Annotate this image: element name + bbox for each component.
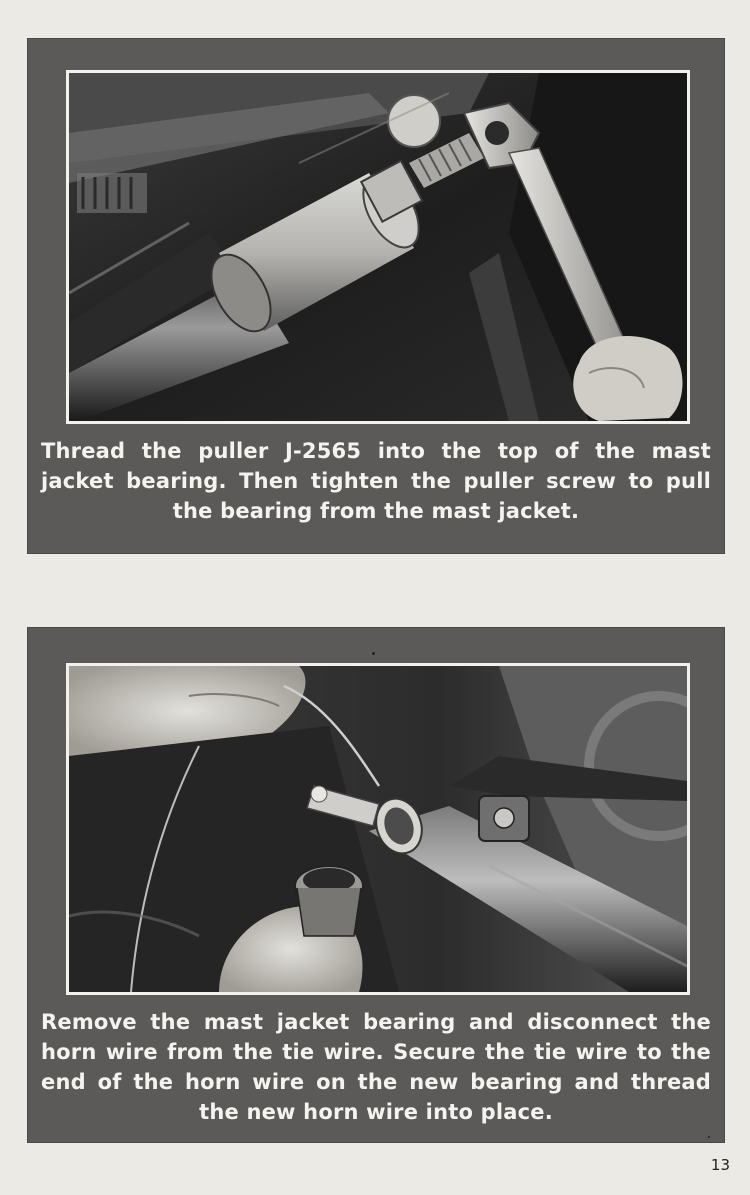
caption-line: Remove the mast jacket bearing and disconnect the <box>41 1010 711 1034</box>
caption-line: jacket bearing. Then tighten the puller screw to pull <box>41 469 711 493</box>
page-number: 13 <box>710 1156 730 1174</box>
figure-caption-2 <box>41 1007 711 1127</box>
caption-line: the bearing from the mast jacket. <box>172 499 580 523</box>
caption-line: Thread the puller J-2565 into the top of the mast <box>41 439 711 463</box>
caption-line: horn wire from the tie wire. Secure the tie wire to the <box>41 1040 711 1064</box>
photo-puller-on-mast-jacket <box>69 73 687 421</box>
caption-line: the new horn wire into place. <box>199 1100 553 1124</box>
photo-horn-wire-bearing <box>69 666 687 992</box>
figure-panel-2 <box>27 627 725 1143</box>
figure-panel-1 <box>27 38 725 554</box>
caption-line: end of the horn wire on the new bearing and thread <box>41 1070 711 1094</box>
photo-frame-1 <box>66 70 690 424</box>
paper-speck <box>708 1136 710 1138</box>
figure-caption-1 <box>41 436 711 526</box>
paper-speck <box>372 652 375 655</box>
photo-frame-2 <box>66 663 690 995</box>
